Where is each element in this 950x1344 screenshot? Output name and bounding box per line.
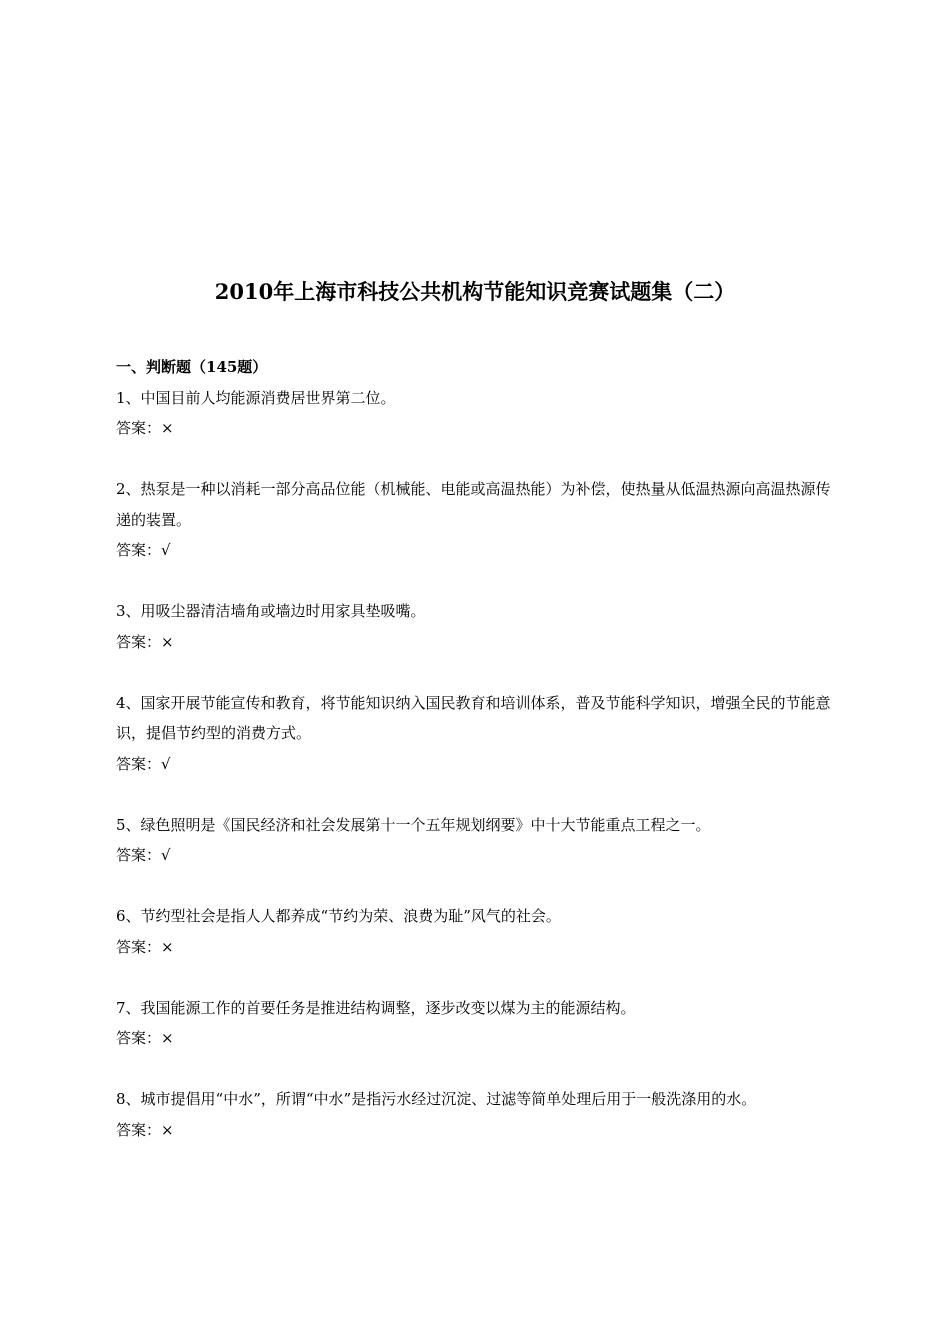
- question-answer: 答案：√: [116, 846, 171, 864]
- question-text: 6、节约型社会是指人人都养成“节约为荣、浪费为耻”风气的社会。: [116, 907, 561, 925]
- question-item: [116, 688, 836, 780]
- section-heading: 一、判断题（145题）: [116, 358, 268, 376]
- question-spacer: [116, 871, 836, 902]
- question-text: 5、绿色照明是《国民经济和社会发展第十一个五年规划纲要》中十大节能重点工程之一。: [116, 815, 711, 834]
- question-text: 4、国家开展节能宣传和教育，将节能知识纳入国民教育和培训体系，普及节能科学知识，增强全民的节能意识，提倡节约型的消费方式。: [116, 693, 831, 742]
- question-answer: 答案：√: [116, 754, 171, 773]
- question-answer: 答案：×: [116, 937, 174, 956]
- question-item: [116, 474, 836, 566]
- question-text: 3、用吸尘器清洁墙角或墙边时用家具垫吸嘴。: [116, 602, 426, 620]
- question-item: [116, 993, 836, 1054]
- question-item: [116, 383, 836, 444]
- question-spacer: [116, 962, 836, 993]
- question-spacer: [116, 657, 836, 688]
- question-item: [116, 1084, 836, 1145]
- question-spacer: [116, 444, 836, 475]
- question-item: [116, 901, 836, 962]
- question-spacer: [116, 1054, 836, 1085]
- question-text: 7、我国能源工作的首要任务是推进结构调整，逐步改变以煤为主的能源结构。: [116, 998, 636, 1017]
- question-answer: 答案：×: [116, 632, 174, 651]
- document-title: 2010年上海市科技公共机构节能知识竞赛试题集（二）: [214, 279, 736, 304]
- question-answer: 答案：×: [116, 419, 174, 437]
- question-spacer: [116, 779, 836, 810]
- question-text: 8、城市提倡用“中水”，所谓“中水”是指污水经过沉淀、过滤等简单处理后用于一般洗涤用的水。: [116, 1090, 757, 1108]
- question-answer: 答案：×: [116, 1120, 174, 1139]
- question-spacer: [116, 566, 836, 597]
- question-item: [116, 810, 836, 871]
- document-content: [116, 352, 836, 1145]
- question-answer: 答案：√: [116, 541, 171, 559]
- question-text: 1、中国目前人均能源消费居世界第二位。: [116, 388, 396, 407]
- question-answer: 答案：×: [116, 1029, 174, 1047]
- question-text: 2、热泵是一种以消耗一部分高品位能（机械能、电能或高温热能）为补偿，使热量从低温热源向高温热源传递的装置。: [116, 480, 831, 529]
- question-item: [116, 596, 836, 657]
